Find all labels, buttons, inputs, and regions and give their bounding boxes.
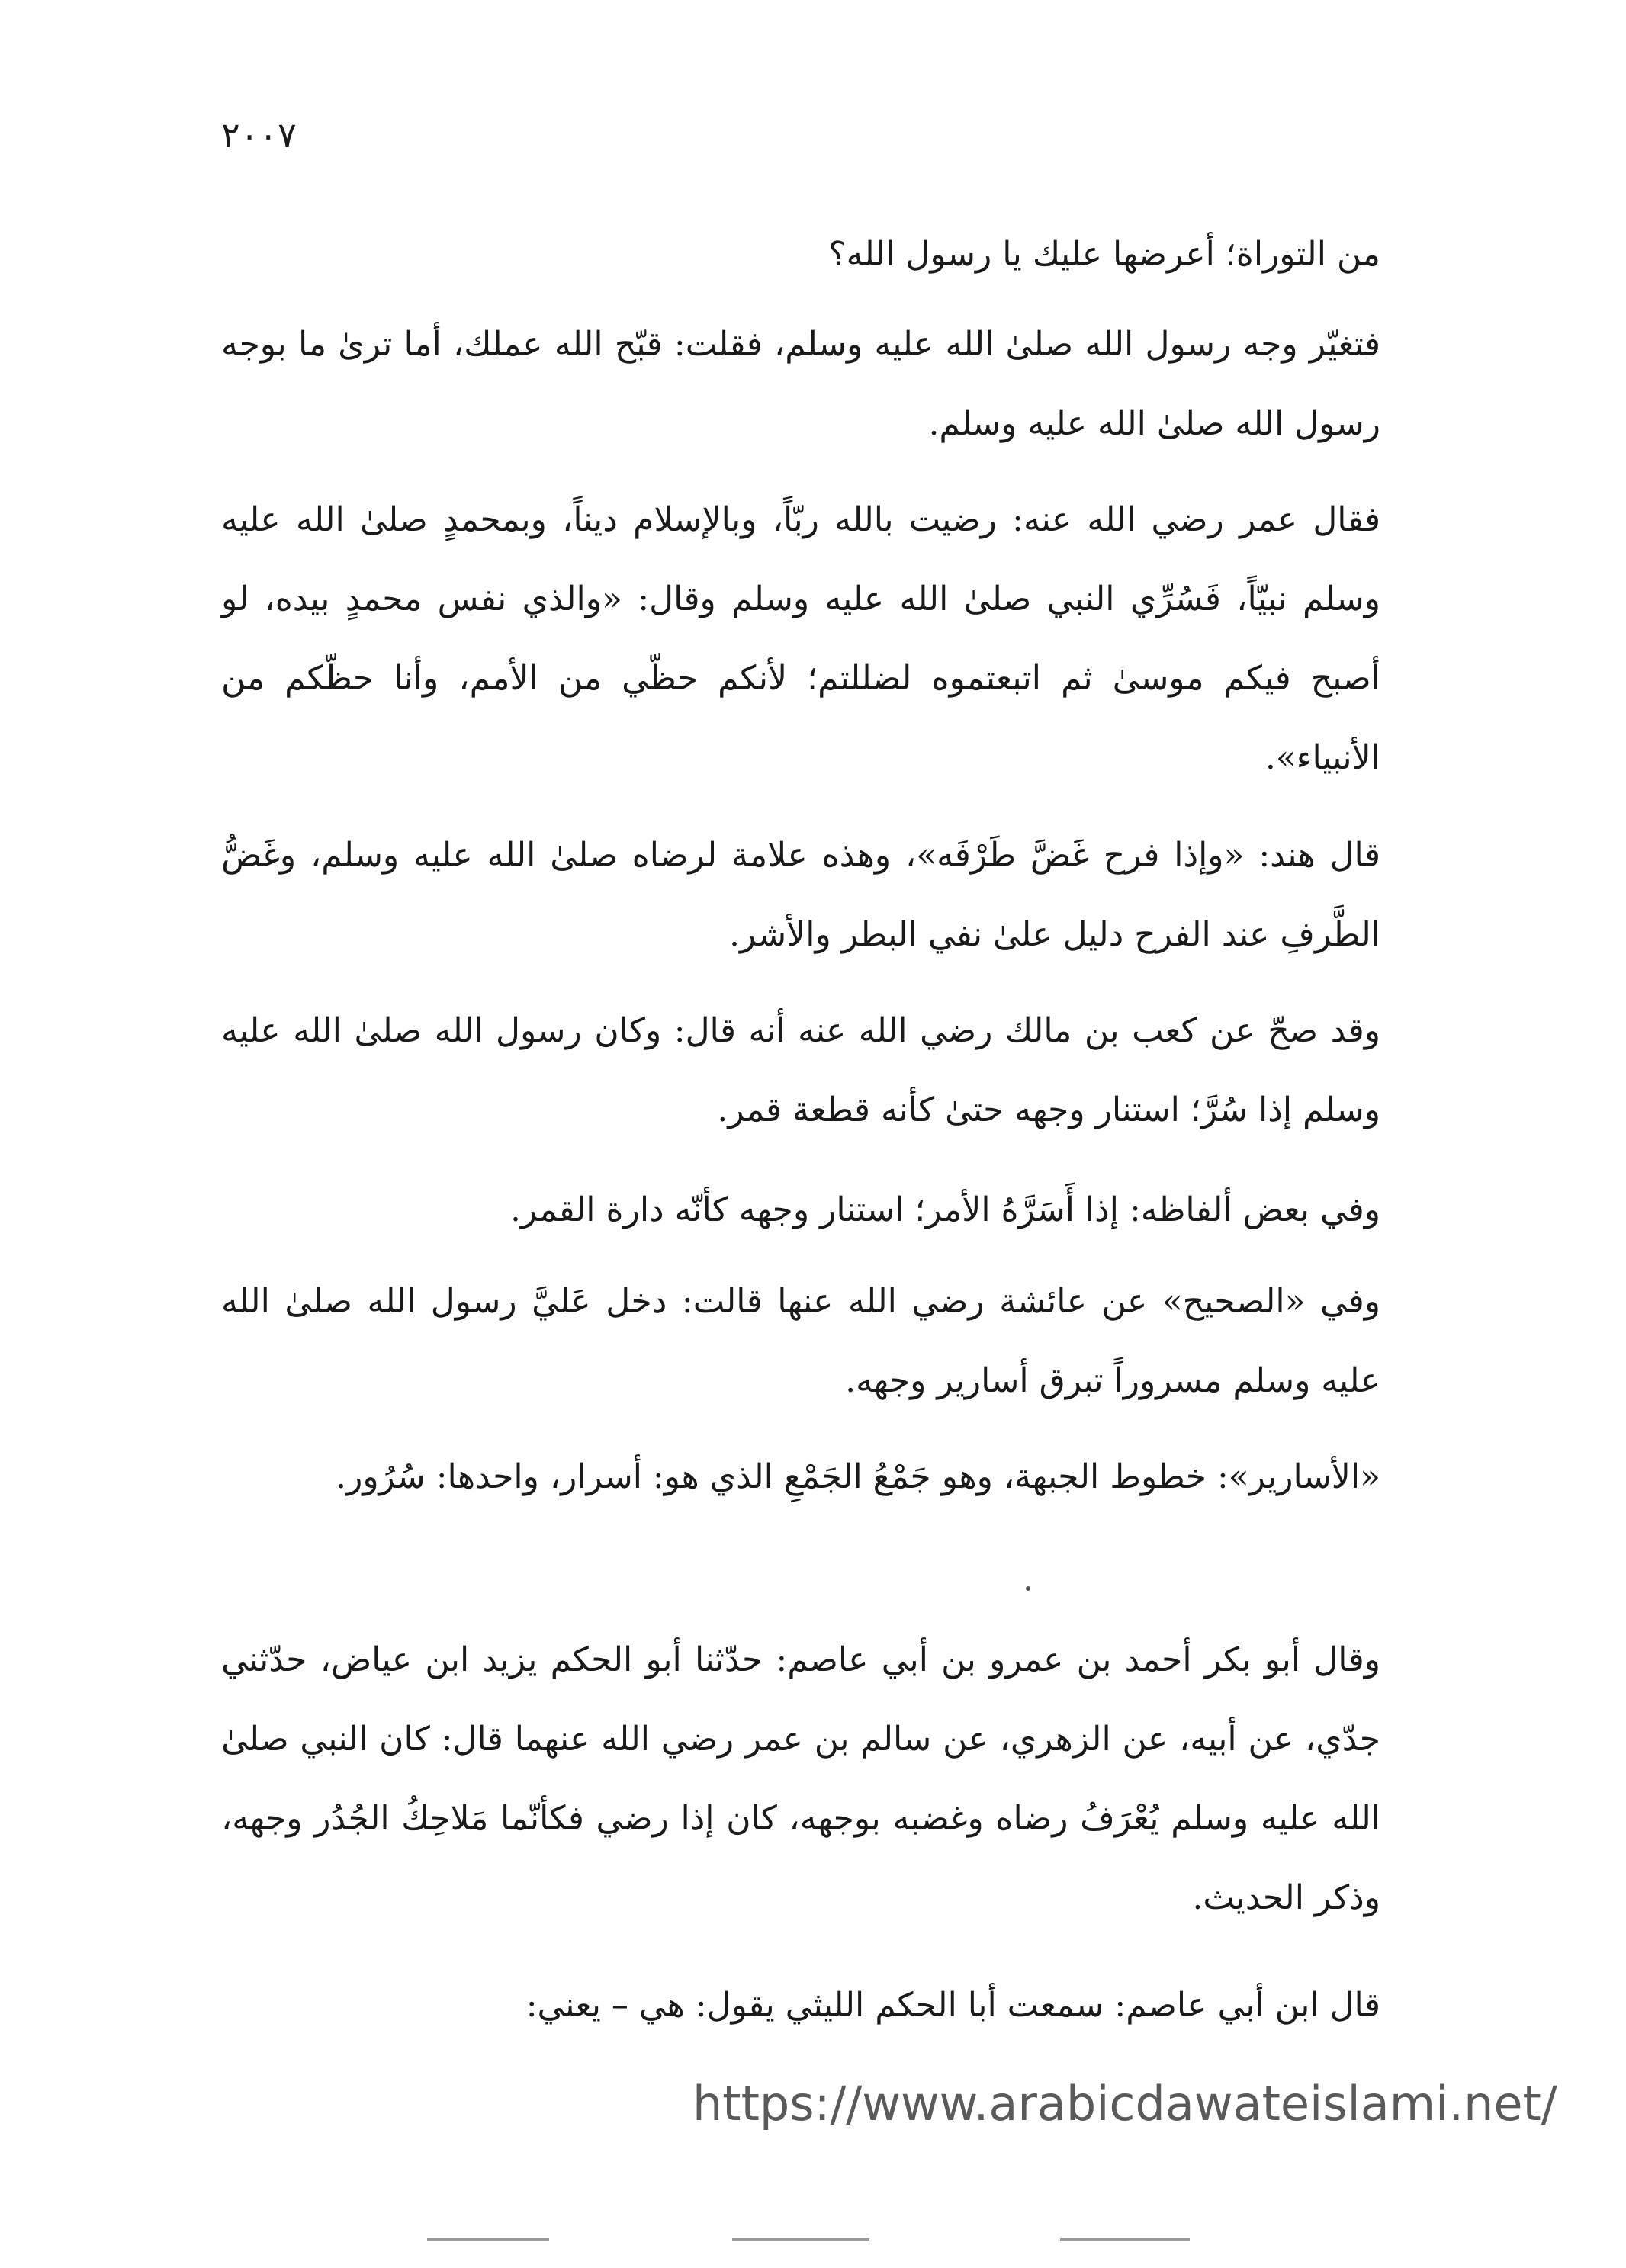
paragraph-10: قال ابن أبي عاصم: سمعت أبا الحكم الليثي يقول: هي – يعني: [525, 1986, 1380, 2025]
page-number: ٢٠٠٧ [221, 114, 297, 156]
watermark-url: https://www.arabicdawateislami.net/ [692, 2076, 1557, 2131]
paragraph-7: وفي «الصحيح» عن عائشة رضي الله عنها قالت: دخل عَليَّ رسول الله صلىٰ الله عليه وسلم مسروراً تبرق أسارير وجهه. [221, 1282, 1380, 1400]
paragraph-5: وقد صحّ عن كعب بن مالك رضي الله عنه أنه قال: وكان رسول الله صلىٰ الله عليه وسلم إذا سُرَّ؛ استنار وجهه حتىٰ كأنه قطعة قمر. [221, 1011, 1380, 1129]
paragraph-6: وفي بعض ألفاظه: إذا أَسَرَّهُ الأمر؛ استنار وجهه كأنّه دارة القمر. [509, 1190, 1380, 1229]
paragraph-1: من التوراة؛ أعرضها عليك يا رسول الله؟ [828, 235, 1380, 274]
paragraph-9: وقال أبو بكر أحمد بن عمرو بن أبي عاصم: حدّثنا أبو الحكم يزيد ابن عياض، حدّثني جدّي، عن أبيه، عن الزهري، عن سالم بن عمر رضي الله عنهما قال: كان النبي صلىٰ الله عليه وسلم يُعْرَفُ رضاه وغضبه بوجهه، كان إذا رضي فكأنّما مَلاحِكُ الجُدُر وجهه، وذكر الحديث. [221, 1640, 1380, 1917]
paragraph-8: «الأسارير»: خطوط الجبهة، وهو جَمْعُ الجَمْعِ الذي هو: أسرار، واحدها: سُرُور. [336, 1457, 1380, 1496]
scan-edge-line [1060, 2238, 1190, 2241]
paragraph-3: فقال عمر رضي الله عنه: رضيت بالله ربّاً، وبالإسلام ديناً، وبمحمدٍ صلىٰ الله عليه وسلم نبيّاً، فَسُرِّي النبي صلىٰ الله عليه وسلم وقال: «والذي نفس محمدٍ بيده، لو أصبح فيكم موسىٰ ثم اتبعتموه لضللتم؛ لأنكم حظّي من الأمم، وأنا حظّكم من الأنبياء». [221, 500, 1380, 777]
paragraph-4: قال هند: «وإذا فرح غَضَّ طَرْفَه»، وهذه علامة لرضاه صلىٰ الله عليه وسلم، وغَضُّ الطَّرفِ عند الفرح دليل علىٰ نفي البطر والأشر. [221, 836, 1380, 954]
scan-speck [1026, 1586, 1030, 1591]
scan-edge-line [427, 2238, 549, 2241]
paragraph-2: فتغيّر وجه رسول الله صلىٰ الله عليه وسلم، فقلت: قبّح الله عملك، أما ترىٰ ما بوجه رسول الله صلىٰ الله عليه وسلم. [221, 325, 1380, 443]
scan-edge-line [732, 2238, 869, 2241]
